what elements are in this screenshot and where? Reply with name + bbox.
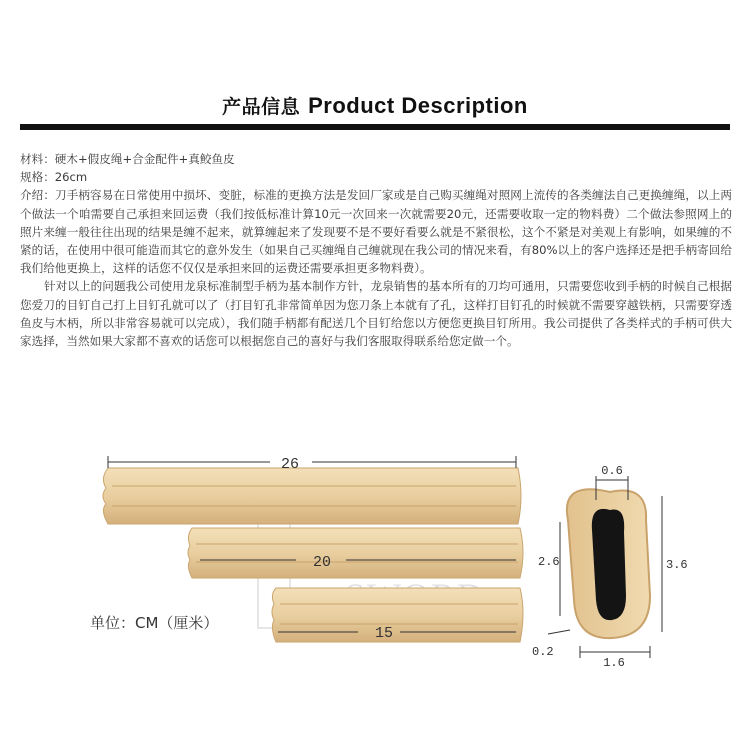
cross-section: [532, 464, 688, 670]
policy-paragraph: 针对以上的问题我公司使用龙泉标准制型手柄为基本制作方针，龙泉销售的基本所有的刀均可通用，只需要您收到手柄的时候自己根据您爱刀的目钉自己打上目钉孔就可以了（打目钉孔非常简单因为您刀条上本就有了孔，这样打目钉孔的时候就不需要穿越铁柄，只需要穿透鱼皮与木柄，所以非常容易就可以完成），我们随手柄都有配送几个目钉给您以方便您更换目钉所用。我公司提供了各类样式的手柄可供大家选择，当然如果大家都不喜欢的话您可以根据您自己的喜好与我们客服取得联系给您定做一个。: [20, 279, 732, 349]
unit-label: 单位：CM（厘米）: [90, 614, 219, 632]
title-english: Product Description: [308, 93, 528, 118]
material-line: 材料：硬木+假皮绳+合金配件+真鲛鱼皮: [20, 152, 235, 166]
dim-label-left: 2.6: [538, 555, 560, 569]
handle-long: [103, 456, 521, 524]
dim-label-top: 0.6: [601, 464, 623, 478]
page-title: [0, 92, 750, 119]
handle-medium: [188, 528, 523, 578]
tang-hole: [592, 509, 626, 620]
dim-label-right: 3.6: [666, 558, 688, 572]
handle-dimension-figure: [0, 440, 750, 700]
length-label-20: 20: [312, 554, 332, 571]
length-label-15: 15: [374, 625, 394, 642]
length-label-26: 26: [280, 456, 300, 473]
product-description: [20, 150, 732, 350]
dim-label-bottom-left: 0.2: [532, 645, 554, 659]
size-line: 规格：26cm: [20, 170, 88, 185]
intro-paragraph: 介绍：刀手柄容易在日常使用中损坏、变脏，标准的更换方法是发回厂家或是自己购买缠绳对照网上流传的各类缠法自己更换缠绳，以上两个做法一个咱需要自己承担来回运费（我们按低标准计算10元一次回来一次就需要20元，还需要收取一定的物料费）二个做法参照网上的照片来缠一般往往出现的结果是缠不起来，就算缠起来了发现要不是不要好看要么就是不紧很松，这个不紧是对美观上有影响，如果缠的不紧的话，在使用中很可能造而其它的意外发生（如果自己买缠绳自己缠就现在我公司的情况来看，有80%以上的客户选择还是把手柄寄回给我们给他更换上，这样的话您不仅仅是承担来回的运费还需要承担更多物料费）。: [20, 188, 732, 276]
title-chinese: 产品信息: [222, 96, 301, 118]
handle-short: [272, 588, 523, 642]
dim-label-bottom: 1.6: [603, 656, 625, 670]
title-divider-bar: [20, 124, 730, 130]
